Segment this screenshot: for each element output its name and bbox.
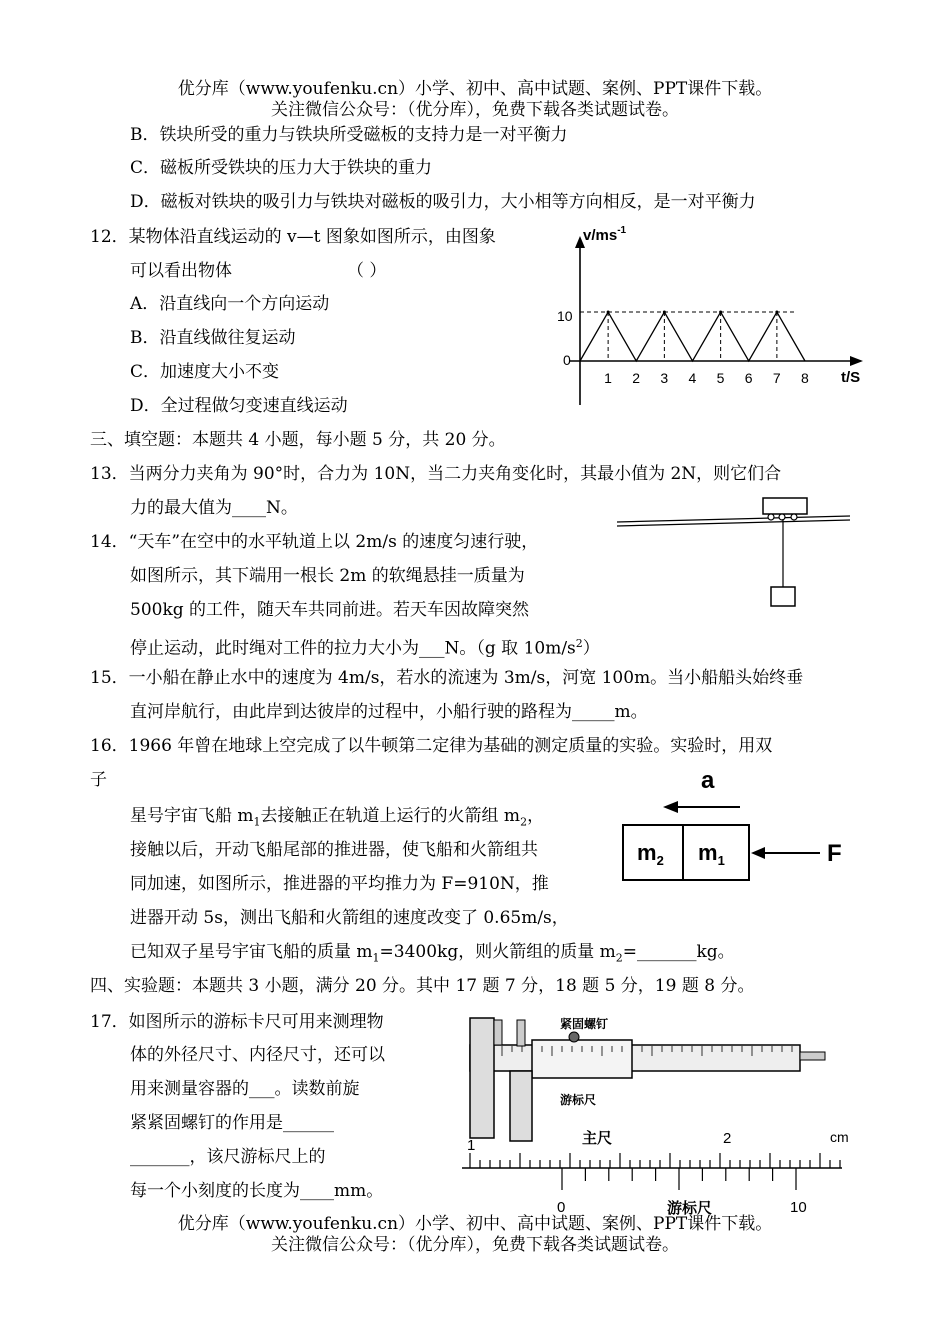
q16-line-1: 16．1966 年曾在地球上空完成了以牛顿第二定律为基础的测定质量的实验。实验时，用双	[90, 736, 773, 756]
main-scale-label: 主尺	[582, 1130, 613, 1147]
vernier-tick-10: 10	[790, 1199, 807, 1216]
moving-jaw	[510, 1071, 532, 1141]
vernier-slider	[532, 1040, 632, 1078]
caliper-figure	[462, 1010, 852, 1215]
unit-label: cm	[830, 1129, 849, 1145]
q17-line-3: 用来测量容器的___。读数前旋	[130, 1079, 360, 1099]
vernier-label: 游标尺	[560, 1093, 597, 1107]
q16-line-3: 接触以后，开动飞船尾部的推进器，使飞船和火箭组共	[130, 840, 538, 860]
q14-line-1: 14．“天车”在空中的水平轨道上以 2m/s 的速度匀速行驶，	[90, 532, 539, 552]
q17-blank-3: ____	[300, 1181, 334, 1201]
series-v-line	[580, 312, 805, 361]
screw-label: 紧固螺钉	[560, 1017, 609, 1031]
q15-line-1: 15．一小船在静止水中的速度为 4m/s，若水的流速为 3m/s，河宽 100m。当小船船头始终垂	[90, 668, 804, 688]
q16-blank: _______	[637, 942, 697, 962]
q17-line-6: 每一个小刻度的长度为____mm。	[130, 1181, 384, 1201]
vernier-scale-label: 游标尺	[667, 1200, 713, 1217]
x-tick-label: 4	[688, 370, 697, 386]
q12-option-b: B．沿直线做往复运动	[130, 328, 296, 348]
q16-line-2: 星号宇宙飞船 $m_1$去接触正在轨道上运行的火箭组 $m_2$，	[130, 806, 545, 829]
footer-line-2: 关注微信公众号：（优分库），免费下载各类试题试卷。	[271, 1235, 679, 1255]
q15-line-2: 直河岸航行，由此岸到达彼岸的过程中，小船行驶的路程为_____m。	[130, 702, 648, 722]
q15-blank: _____	[572, 702, 615, 722]
y-tick-10: 10	[557, 308, 573, 324]
x-tick-label: 2	[632, 370, 641, 386]
q17-line-5: _______，该尺游标尺上的	[130, 1147, 326, 1167]
q12-option-a: A．沿直线向一个方向运动	[130, 294, 330, 314]
q17-blank-1: ___	[249, 1079, 275, 1099]
main-tick-2: 2	[723, 1130, 732, 1147]
section-4-heading: 四、实验题：本题共 3 小题，满分 20 分。其中 17 题 7 分，18 题 5 分，19 题 8 分。	[90, 976, 755, 996]
main-tick-1: 1	[467, 1137, 476, 1154]
q17-line-1: 17．如图所示的游标卡尺可用来测理物	[90, 1012, 384, 1032]
blocks-figure	[615, 760, 860, 885]
section-3-heading: 三、填空题：本题共 4 小题，每小题 5 分，共 20 分。	[90, 430, 506, 450]
answer-paren: （ ）	[347, 261, 387, 281]
q17-blank-2b: _______	[130, 1147, 190, 1167]
acceleration-label: a	[701, 767, 715, 794]
q14-line-2: 如图所示，其下端用一根长 2m 的软绳悬挂一质量为	[130, 566, 525, 586]
q13-blank: ____	[232, 498, 266, 518]
footer-line-1: 优分库（www.youfenku.cn）小学、初中、高中试题、案例、PPT课件下载。	[177, 1214, 773, 1234]
caliper-main-bar	[470, 1045, 800, 1071]
q11-option-c: C．磁板所受铁块的压力大于铁块的重力	[130, 158, 433, 178]
force-label: F	[827, 840, 842, 867]
q12-stem-line-1: 12．某物体沿直线运动的 v—t 图象如图所示，由图象	[90, 227, 496, 247]
q17-line-4: 紧紧固螺钉的作用是______	[130, 1113, 334, 1133]
x-axis-label: t/S	[841, 369, 861, 386]
vernier-tick-0: 0	[557, 1199, 566, 1216]
q12-stem-line-2: 可以看出物体 （ ）	[130, 261, 387, 281]
m2-label: $m_2$	[637, 840, 664, 868]
q17-blank-2: ______	[283, 1113, 334, 1133]
q11-option-d: D．磁板对铁块的吸引力与铁块对磁板的吸引力，大小相等方向相反，是一对平衡力	[130, 192, 756, 212]
y-tick-0: 0	[563, 352, 571, 368]
workpiece-box	[771, 587, 795, 606]
x-tick-label: 5	[716, 370, 725, 386]
q14-blank: ___	[419, 638, 445, 659]
x-tick-label: 8	[801, 370, 809, 386]
x-tick-label: 1	[604, 370, 612, 386]
fixed-jaw	[470, 1018, 494, 1138]
q16-line-1b: 子	[90, 770, 107, 790]
locking-screw-icon	[569, 1032, 579, 1042]
x-tick-label: 7	[772, 370, 781, 386]
x-tick-label: 3	[660, 370, 669, 386]
q16-line-4: 同加速，如图所示，推进器的平均推力为 F=910N，推	[130, 874, 549, 894]
x-tick-label: 6	[744, 370, 753, 386]
crane-figure	[615, 495, 855, 615]
q16-line-6: 已知双子星号宇宙飞船的质量 $m_1=3400kg$，则火箭组的质量 $m_2=\_\_\_\_\_\_\_kg$。	[130, 942, 735, 965]
m1-label: $m_1$	[698, 840, 725, 868]
q12-option-d: D．全过程做匀变速直线运动	[130, 396, 348, 416]
q16-line-5: 进器开动 5s，测出飞船和火箭组的速度改变了 0.65m/s，	[130, 908, 569, 928]
q14-line-3: 500kg 的工件，随天车共同前进。若天车因故障突然	[130, 600, 530, 620]
vt-graph	[545, 220, 875, 420]
q12-option-c: C．加速度大小不变	[130, 362, 280, 382]
q17-line-2: 体的外径尺寸、内径尺寸，还可以	[130, 1045, 385, 1065]
y-axis-label: $v/ms^{-1}$	[583, 225, 627, 244]
q13-line-1: 13．当两分力夹角为 90°时，合力为 10N，当二力夹角变化时，其最小值为 2N，则它们合	[90, 464, 782, 484]
header-line-2: 关注微信公众号：（优分库），免费下载各类试题试卷。	[271, 100, 679, 120]
header-line-1: 优分库（www.youfenku.cn）小学、初中、高中试题、案例、PPT课件下载。	[177, 79, 773, 99]
q13-line-2: 力的最大值为____N。	[130, 498, 298, 518]
q14-line-4: 停止运动，此时绳对工件的拉力大小为___N。（g 取 $10m/s^2$）	[130, 637, 600, 659]
q11-option-b: B．铁块所受的重力与铁块所受磁板的支持力是一对平衡力	[130, 125, 568, 145]
